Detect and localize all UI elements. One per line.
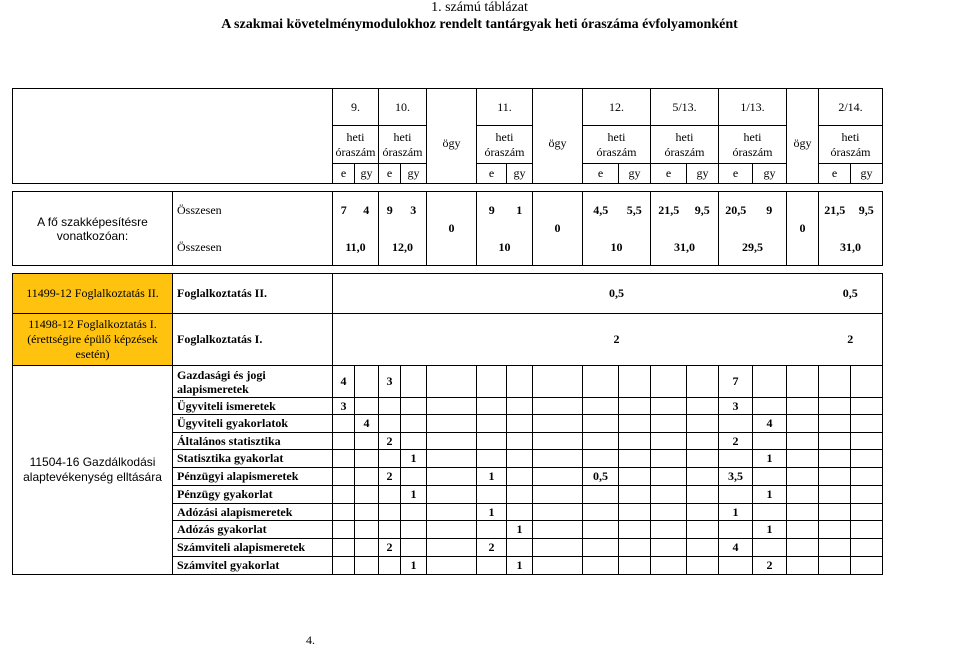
- subject-name: Foglalkoztatás II.: [173, 274, 333, 314]
- subject-value: 2: [379, 468, 401, 486]
- subject-value: [851, 521, 883, 539]
- e-header: e: [333, 164, 355, 184]
- subject-value: [687, 366, 719, 398]
- module-code-cell: 11498-12 Foglalkoztatás I. (érettségire épülő képzések esetén): [13, 314, 173, 366]
- subject-value: 1: [753, 521, 787, 539]
- subject-value: [719, 521, 753, 539]
- subject-value: [619, 504, 651, 521]
- subject-value: [507, 366, 533, 398]
- subject-value: [379, 450, 401, 468]
- subject-value: [719, 557, 753, 575]
- gy-header: gy: [619, 164, 651, 184]
- curriculum-table: [12, 88, 883, 575]
- summary-value: 9: [477, 192, 507, 230]
- subject-value: 1: [753, 450, 787, 468]
- summary-total: 12,0: [379, 230, 427, 266]
- subject-value: [651, 468, 687, 486]
- year-header: 12.: [583, 89, 651, 126]
- subject-value: [851, 468, 883, 486]
- subject-value: [851, 450, 883, 468]
- e-header: e: [651, 164, 687, 184]
- subject-value: 3: [379, 366, 401, 398]
- heti-oraszam-header: heti óraszám: [651, 126, 719, 164]
- subject-value: [819, 433, 851, 450]
- subject-value: [333, 433, 355, 450]
- subject-value: 4: [333, 366, 355, 398]
- summary-value: 4,5: [583, 192, 619, 230]
- subject-value: [355, 450, 379, 468]
- e-header: e: [819, 164, 851, 184]
- subject-value: [753, 366, 787, 398]
- empty-header-cell: [173, 89, 333, 184]
- heti-oraszam-header: heti óraszám: [477, 126, 533, 164]
- subject-value: [619, 415, 651, 433]
- subject-value: 0,5: [819, 274, 883, 314]
- subject-value: [333, 468, 355, 486]
- summary-value: 7: [333, 192, 355, 230]
- subject-value: [379, 521, 401, 539]
- gy-header: gy: [687, 164, 719, 184]
- subject-value: [851, 504, 883, 521]
- gy-header: gy: [851, 164, 883, 184]
- subject-value: [619, 450, 651, 468]
- subject-value: [507, 468, 533, 486]
- subject-value: [687, 504, 719, 521]
- subject-value: 4: [753, 415, 787, 433]
- summary-ogy-value: 0: [787, 192, 819, 266]
- heti-oraszam-header: heti óraszám: [819, 126, 883, 164]
- subject-value: 4: [719, 539, 753, 557]
- subject-value: 0,5: [583, 274, 651, 314]
- subject-value: [851, 486, 883, 504]
- summary-value: 9,5: [851, 192, 883, 230]
- subject-value: 1: [401, 486, 427, 504]
- subject-value: 2: [379, 539, 401, 557]
- summary-value: 20,5: [719, 192, 753, 230]
- subject-value: [355, 468, 379, 486]
- module-code-cell: 11499-12 Foglalkoztatás II.: [13, 274, 173, 314]
- subject-value: [401, 398, 427, 415]
- subject-value: [401, 539, 427, 557]
- summary-value: 5,5: [619, 192, 651, 230]
- subject-value: [583, 486, 619, 504]
- e-header: e: [719, 164, 753, 184]
- heti-oraszam-header: heti óraszám: [333, 126, 379, 164]
- subject-name: Pénzügy gyakorlat: [173, 486, 333, 504]
- subject-name: Ügyviteli gyakorlatok: [173, 415, 333, 433]
- subject-value: [379, 504, 401, 521]
- summary-value: 4: [355, 192, 379, 230]
- subject-value: [851, 415, 883, 433]
- subject-value: 4: [355, 415, 379, 433]
- subject-value: [719, 415, 753, 433]
- subject-value: [477, 557, 507, 575]
- subject-value: [477, 433, 507, 450]
- subject-value: [819, 521, 851, 539]
- summary-value: 3: [401, 192, 427, 230]
- subject-value: 2: [477, 539, 507, 557]
- subject-value: 1: [507, 521, 533, 539]
- subject-value: [851, 433, 883, 450]
- subject-name: Számvitel gyakorlat: [173, 557, 333, 575]
- subject-value: [851, 539, 883, 557]
- ogy-header: ögy: [533, 126, 583, 184]
- summary-total: 29,5: [719, 230, 787, 266]
- year-header-row: [13, 89, 883, 126]
- subject-value: 2: [719, 433, 753, 450]
- subject-name: Általános statisztika: [173, 433, 333, 450]
- subject-value: [819, 450, 851, 468]
- subject-value: 3: [333, 398, 355, 415]
- heti-oraszam-header: heti óraszám: [583, 126, 651, 164]
- summary-row-1: [13, 192, 883, 230]
- year-header: 11.: [477, 89, 533, 126]
- subject-value: [651, 415, 687, 433]
- subject-value: [619, 539, 651, 557]
- subject-value: [583, 433, 619, 450]
- subject-value: 0,5: [583, 468, 619, 486]
- subject-value: [819, 415, 851, 433]
- subject-value: [583, 504, 619, 521]
- gy-header: gy: [355, 164, 379, 184]
- subject-value: [687, 433, 719, 450]
- summary-total-label: Összesen: [173, 192, 333, 230]
- gy-header: gy: [753, 164, 787, 184]
- summary-total: 31,0: [651, 230, 719, 266]
- summary-value: 1: [507, 192, 533, 230]
- subject-value: [583, 366, 619, 398]
- year-header: 10.: [379, 89, 427, 126]
- subject-value: 7: [719, 366, 753, 398]
- subject-value: [753, 398, 787, 415]
- subject-value: [333, 450, 355, 468]
- subject-value: [477, 366, 507, 398]
- module-row-foglalkoztatas-1: [13, 314, 883, 366]
- subject-value: [687, 521, 719, 539]
- subject-value: [619, 468, 651, 486]
- subject-value: [687, 450, 719, 468]
- subject-value: [619, 521, 651, 539]
- subject-value: [477, 398, 507, 415]
- subject-value: [583, 539, 619, 557]
- subject-value: [507, 398, 533, 415]
- subject-value: 1: [507, 557, 533, 575]
- gy-header: gy: [401, 164, 427, 184]
- subject-value: [355, 521, 379, 539]
- summary-total: 10: [583, 230, 651, 266]
- subject-value: [477, 521, 507, 539]
- subject-name: Ügyviteli ismeretek: [173, 398, 333, 415]
- subject-value: [719, 450, 753, 468]
- subject-value: [651, 521, 687, 539]
- subject-value: [619, 398, 651, 415]
- summary-total: 11,0: [333, 230, 379, 266]
- subject-value: 1: [401, 450, 427, 468]
- summary-value: 21,5: [651, 192, 687, 230]
- subject-value: [583, 398, 619, 415]
- subject-value: 3: [719, 398, 753, 415]
- e-header: e: [477, 164, 507, 184]
- subject-value: [687, 557, 719, 575]
- summary-ogy-value: 0: [427, 192, 477, 266]
- subject-value: [583, 450, 619, 468]
- summary-ogy-value: 0: [533, 192, 583, 266]
- subject-value: [333, 504, 355, 521]
- subject-value: [651, 504, 687, 521]
- summary-total: 31,0: [819, 230, 883, 266]
- subject-value: [619, 366, 651, 398]
- subject-value: [583, 415, 619, 433]
- empty-header-cell: [13, 89, 173, 184]
- subject-value: [819, 366, 851, 398]
- subject-value: [401, 433, 427, 450]
- summary-value: 9: [753, 192, 787, 230]
- module-row-foglalkoztatas-2: [13, 274, 883, 314]
- subject-value: [333, 557, 355, 575]
- summary-label: A fő szakképesítésre vonatkozóan:: [13, 192, 173, 266]
- subject-value: [753, 433, 787, 450]
- subject-value: [355, 504, 379, 521]
- subject-value: [507, 450, 533, 468]
- subject-value: [333, 486, 355, 504]
- subject-value: [401, 415, 427, 433]
- subject-value: [583, 557, 619, 575]
- ogy-header: ögy: [427, 126, 477, 184]
- subject-value: [651, 366, 687, 398]
- subject-value: [401, 366, 427, 398]
- subject-value: [619, 557, 651, 575]
- year-header: 9.: [333, 89, 379, 126]
- subject-value: [583, 521, 619, 539]
- subject-value: [379, 557, 401, 575]
- subject-value: 2: [819, 314, 883, 366]
- subject-value: [355, 398, 379, 415]
- subject-value: 3,5: [719, 468, 753, 486]
- subject-value: [507, 486, 533, 504]
- subject-value: [819, 557, 851, 575]
- year-header: 2/14.: [819, 89, 883, 126]
- subject-value: [619, 486, 651, 504]
- ogy-header: ögy: [787, 126, 819, 184]
- subject-value: 1: [477, 468, 507, 486]
- subject-value: [507, 539, 533, 557]
- summary-value: 21,5: [819, 192, 851, 230]
- subject-value: [819, 468, 851, 486]
- subject-value: 2: [583, 314, 651, 366]
- subject-value: [753, 539, 787, 557]
- subject-value: [851, 366, 883, 398]
- subject-value: [651, 398, 687, 415]
- heti-oraszam-header: heti óraszám: [719, 126, 787, 164]
- subject-value: [651, 557, 687, 575]
- subject-value: [333, 415, 355, 433]
- subject-value: [333, 539, 355, 557]
- gy-header: gy: [507, 164, 533, 184]
- subject-value: [851, 398, 883, 415]
- subject-value: [355, 539, 379, 557]
- heti-oraszam-header: heti óraszám: [379, 126, 427, 164]
- subject-value: [819, 486, 851, 504]
- table-caption: 1. számú táblázat: [431, 0, 528, 15]
- e-header: e: [583, 164, 619, 184]
- subject-value: [477, 450, 507, 468]
- subject-name: Adózás gyakorlat: [173, 521, 333, 539]
- subject-name: Foglalkoztatás I.: [173, 314, 333, 366]
- subject-value: [687, 539, 719, 557]
- subject-value: [333, 521, 355, 539]
- subject-name: Statisztika gyakorlat: [173, 450, 333, 468]
- subject-value: [507, 433, 533, 450]
- year-header: 5/13.: [651, 89, 719, 126]
- subject-value: 1: [753, 486, 787, 504]
- subject-value: [355, 433, 379, 450]
- subject-value: [719, 486, 753, 504]
- summary-total: 10: [477, 230, 533, 266]
- subject-value: [819, 398, 851, 415]
- year-header: 1/13.: [719, 89, 787, 126]
- table-title: A szakmai követelménymodulokhoz rendelt tantárgyak heti óraszáma évfolyamonként: [221, 17, 738, 32]
- subject-name: Gazdasági és jogi alapismeretek: [173, 366, 333, 398]
- subject-value: [477, 486, 507, 504]
- subject-value: [753, 468, 787, 486]
- subject-value: [355, 486, 379, 504]
- subject-value: [687, 486, 719, 504]
- subject-value: [651, 539, 687, 557]
- subject-value: 1: [719, 504, 753, 521]
- subject-value: [851, 557, 883, 575]
- summary-value: 9,5: [687, 192, 719, 230]
- subject-name: Pénzügyi alapismeretek: [173, 468, 333, 486]
- subject-value: [379, 486, 401, 504]
- subject-name: Számviteli alapismeretek: [173, 539, 333, 557]
- subject-value: [401, 504, 427, 521]
- subject-value: [651, 486, 687, 504]
- subject-value: [379, 398, 401, 415]
- subject-value: [477, 415, 507, 433]
- subject-value: [819, 539, 851, 557]
- subject-value: [379, 415, 401, 433]
- subject-value: 1: [401, 557, 427, 575]
- subject-value: 2: [753, 557, 787, 575]
- subject-value: 2: [379, 433, 401, 450]
- subject-value: 1: [477, 504, 507, 521]
- subject-value: [687, 398, 719, 415]
- subject-name: Adózási alapismeretek: [173, 504, 333, 521]
- subject-value: [355, 366, 379, 398]
- subject-value: [753, 504, 787, 521]
- page-number: 4.: [306, 633, 315, 647]
- e-header: e: [379, 164, 401, 184]
- summary-total-label: Összesen: [173, 230, 333, 266]
- summary-value: 9: [379, 192, 401, 230]
- subject-value: [355, 557, 379, 575]
- subject-value: [687, 415, 719, 433]
- subject-value: [687, 468, 719, 486]
- subject-value: [651, 433, 687, 450]
- module-code-cell: 11504-16 Gazdálkodási alaptevékenység elltására: [13, 366, 173, 575]
- subject-value: [819, 504, 851, 521]
- subject-value: [507, 415, 533, 433]
- subject-value: [401, 468, 427, 486]
- subject-value: [651, 450, 687, 468]
- subject-value: [507, 504, 533, 521]
- subject-value: [619, 433, 651, 450]
- subject-row: [13, 366, 883, 398]
- subject-value: [401, 521, 427, 539]
